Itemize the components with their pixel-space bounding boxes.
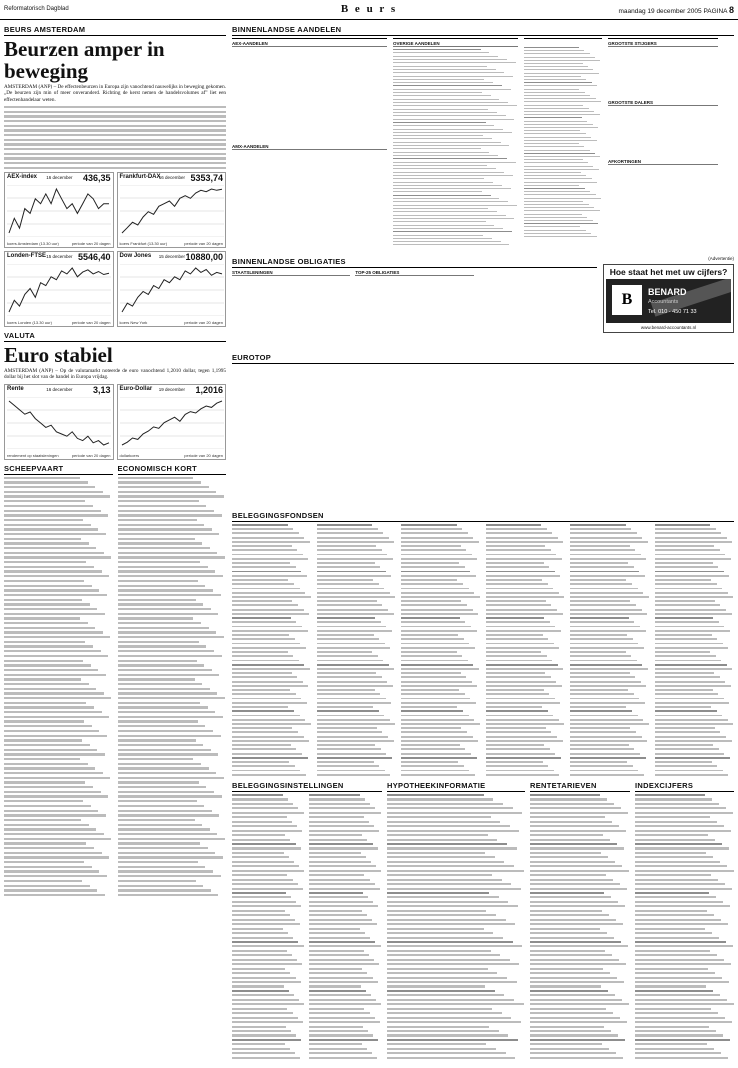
- chart-footer: rendement op staatsleningen periode van 20 dagen: [7, 452, 111, 458]
- eurotop-col-5: [638, 366, 734, 506]
- fondsen-col-1: [232, 524, 312, 776]
- fondsen-col-6: [655, 524, 735, 776]
- section-rentetarieven: RENTETARIEVEN: [530, 780, 630, 792]
- benard-ad[interactable]: [603, 264, 734, 333]
- index-table: [635, 794, 734, 1059]
- fondsen-col-5: [570, 524, 650, 776]
- chart-londen-ftse: [4, 251, 114, 327]
- chart-date: 16 december: [46, 175, 73, 181]
- section-scheepvaart: SCHEEPVAART: [4, 463, 113, 475]
- left-column: [4, 24, 226, 1064]
- headline-beurzen: Beurzen amper in beweging: [4, 37, 165, 83]
- chart-plot: [7, 185, 111, 237]
- fondsen-col-3: [401, 524, 481, 776]
- section-hypotheekinformatie: HYPOTHEEKINFORMATIE: [387, 780, 525, 792]
- instellingen-col-1: [232, 794, 305, 1059]
- chart-title: Frankfurt-DAX: [119, 174, 161, 181]
- chart-value: 1,2016: [195, 384, 223, 395]
- chart-value: 5353,74: [190, 173, 223, 184]
- date-page: maandag 19 december 2005 PAGINA 8: [618, 5, 734, 15]
- index-charts: [4, 172, 226, 327]
- chart-aex-index: [4, 172, 114, 248]
- chart-footer: dollarkoers periode van 20 dagen: [119, 452, 223, 458]
- eurotop-col-3: [435, 366, 531, 506]
- chart-plot: [7, 397, 111, 449]
- scheepvaart-text: [4, 477, 113, 896]
- chart-date: 16 december: [46, 386, 73, 392]
- ad-banner: [606, 279, 731, 323]
- lead-beurzen: AMSTERDAM (ANP) – De effectenbeurzen in Europa zijn vanochtend nauwelijks in beweging gekomen. „De beurzen zijn min of meer onveranderd. Richting de kerst nemen de handelsvolumes af” liet een effectenhandelaar weten.: [4, 84, 226, 103]
- chart-value: 436,35: [82, 173, 111, 184]
- chart-date: 15 december: [46, 254, 73, 260]
- benard-logo: B: [612, 285, 642, 315]
- section-beleggingsfondsen: BELEGGINGSFONDSEN: [232, 510, 734, 522]
- chart-date: 19 december: [158, 386, 185, 392]
- chart-date: 15 december: [158, 254, 185, 260]
- chart-value: 3,13: [92, 384, 111, 395]
- chart-footer: koers Frankfurt (13.30 uur) periode van 20 dagen: [119, 241, 223, 247]
- chart-euro-dollar: [117, 384, 227, 460]
- eurotop-col-4: [536, 366, 632, 506]
- chart-title: AEX-index: [7, 174, 38, 181]
- chart-value: 5546,40: [77, 252, 111, 263]
- rente-table: [530, 794, 630, 1059]
- chart-footer: koers Amsterdam (13.30 uur) periode van 20 dagen: [7, 241, 111, 247]
- chart-title: Rente: [7, 385, 24, 392]
- masthead: [0, 0, 738, 20]
- ad-phone: Tel. 010 - 450 71 33: [648, 309, 697, 315]
- overige-aandelen-table-2: [524, 38, 602, 253]
- aex-table: AEX-AANDELEN AMX-AANDELEN: [232, 38, 387, 253]
- chart-plot: [120, 264, 224, 316]
- eurotop-col-1: [232, 366, 328, 506]
- obligaties-table-3: [479, 270, 597, 348]
- valuta-charts: [4, 384, 226, 460]
- fondsen-col-2: [317, 524, 397, 776]
- chart-dow-jones: [117, 251, 227, 327]
- advertentie-label: (Advertentie): [708, 256, 734, 261]
- ad-title: Hoe staat het met uw cijfers?: [609, 267, 728, 277]
- chart-plot: [120, 397, 224, 449]
- eurotop-col-2: [333, 366, 429, 506]
- ad-company: BENARD: [648, 287, 687, 297]
- chart-date: 16 december: [158, 175, 185, 181]
- section-indexcijfers: INDEXCIJFERS: [635, 780, 734, 792]
- staatsleningen-table: STAATSLENINGEN: [232, 270, 350, 348]
- headline-euro: Euro stabiel: [4, 343, 113, 368]
- article-text-beurzen: [4, 106, 226, 169]
- instellingen-col-2: [309, 794, 382, 1059]
- stijgers-dalers: GROOTSTE STIJGERS GROOTSTE DALERS AFKORTINGEN: [608, 38, 718, 253]
- fondsen-col-4: [486, 524, 566, 776]
- chart-title: Londen-FTSE: [7, 253, 46, 260]
- lead-euro: AMSTERDAM (ANP) – Op de valutamarkt noteerde de euro vanochtend 1,2010 dollar, tegen 1,1995 dollar bij het slot van de handel in Europa vrijdag.: [4, 368, 226, 381]
- section-obligaties: BINNENLANDSE OBLIGATIES: [232, 256, 597, 268]
- section-binnenlandse-aandelen: BINNENLANDSE AANDELEN: [232, 24, 734, 36]
- chart-footer: koers New York periode van 20 dagen: [119, 320, 223, 326]
- chart-plot: [7, 264, 111, 316]
- chart-rente: [4, 384, 114, 460]
- chart-footer: koers Londen (13.30 uur) periode van 20 dagen: [7, 320, 111, 326]
- section-title: B e u r s: [340, 3, 398, 15]
- chart-value: 10880,00: [185, 252, 223, 263]
- section-economisch-kort: ECONOMISCH KORT: [118, 463, 227, 475]
- chart-plot: [120, 185, 224, 237]
- economisch-kort-text: [118, 477, 227, 896]
- ad-subtitle: Accountants: [648, 299, 679, 305]
- chart-title: Dow Jones: [119, 253, 152, 260]
- paper-name: Reformatorisch Dagblad: [4, 6, 69, 12]
- chart-frankfurt-dax: [117, 172, 227, 248]
- section-valuta: VALUTA: [4, 330, 226, 342]
- chart-title: Euro-Dollar: [119, 385, 153, 392]
- overige-aandelen-table: OVERIGE AANDELEN: [393, 38, 518, 253]
- section-beurs: BEURS AMSTERDAM: [4, 24, 226, 36]
- right-column: [232, 24, 734, 1064]
- section-beleggingsinstellingen: BELEGGINGSINSTELLINGEN: [232, 780, 382, 792]
- section-eurotop: EUROTOP: [232, 352, 734, 364]
- hypotheek-table: [387, 794, 525, 1059]
- top25-table: TOP-25 OBLIGATIES: [355, 270, 473, 348]
- ad-url[interactable]: www.benard-accountants.nl: [640, 325, 697, 330]
